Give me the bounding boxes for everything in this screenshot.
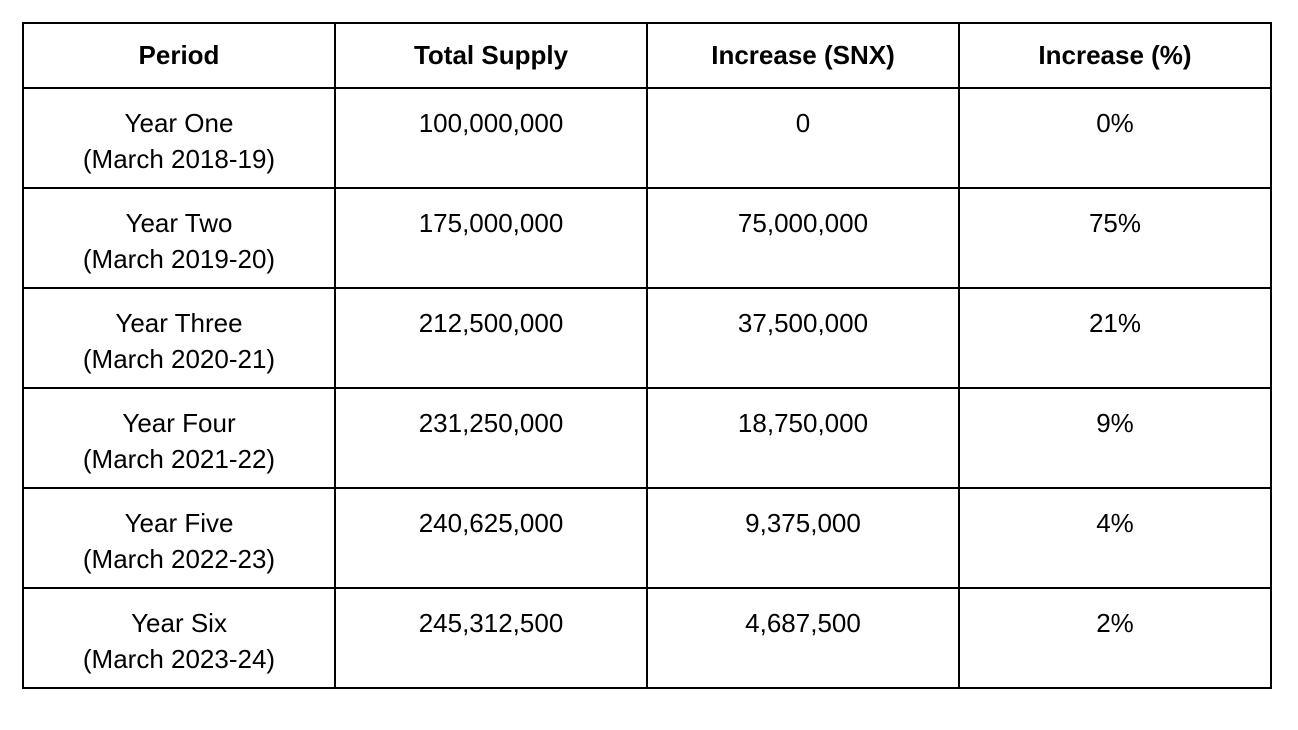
increase-snx-cell: 0 [647, 88, 959, 188]
period-cell [23, 388, 335, 488]
total-supply-cell: 100,000,000 [335, 88, 647, 188]
period-range: (March 2022-23) [82, 544, 276, 574]
table-header [23, 23, 1271, 88]
table-row [23, 488, 1271, 588]
period-cell [23, 288, 335, 388]
period-cell [23, 188, 335, 288]
header-increase-pct: Increase (%) [959, 23, 1271, 88]
period-range: (March 2018-19) [82, 144, 276, 174]
increase-pct-cell: 0% [959, 88, 1271, 188]
total-supply-cell: 240,625,000 [335, 488, 647, 588]
header-increase-snx: Increase (SNX) [647, 23, 959, 88]
total-supply-cell: 175,000,000 [335, 188, 647, 288]
increase-pct-cell: 75% [959, 188, 1271, 288]
increase-pct-cell: 9% [959, 388, 1271, 488]
increase-snx-cell: 75,000,000 [647, 188, 959, 288]
period-name: Year Three [115, 308, 243, 338]
increase-snx-cell: 37,500,000 [647, 288, 959, 388]
period-name: Year One [124, 108, 234, 138]
increase-snx-cell: 18,750,000 [647, 388, 959, 488]
period-cell [23, 88, 335, 188]
period-name: Year Four [122, 408, 236, 438]
total-supply-cell: 212,500,000 [335, 288, 647, 388]
period-range: (March 2019-20) [82, 244, 276, 274]
period-name: Year Six [131, 608, 227, 638]
header-row [23, 23, 1271, 88]
period-range: (March 2020-21) [82, 344, 276, 374]
snx-supply-table [22, 22, 1272, 689]
increase-pct-cell: 21% [959, 288, 1271, 388]
increase-snx-cell: 9,375,000 [647, 488, 959, 588]
increase-pct-cell: 2% [959, 588, 1271, 688]
total-supply-cell: 245,312,500 [335, 588, 647, 688]
header-period: Period [23, 23, 335, 88]
period-range: (March 2023-24) [82, 644, 276, 674]
increase-snx-cell: 4,687,500 [647, 588, 959, 688]
table-row [23, 88, 1271, 188]
period-cell [23, 588, 335, 688]
header-total-supply: Total Supply [335, 23, 647, 88]
period-cell [23, 488, 335, 588]
table-row [23, 188, 1271, 288]
increase-pct-cell: 4% [959, 488, 1271, 588]
period-name: Year Two [125, 208, 233, 238]
table-body [23, 88, 1271, 688]
total-supply-cell: 231,250,000 [335, 388, 647, 488]
table-row [23, 288, 1271, 388]
table-row [23, 588, 1271, 688]
period-name: Year Five [124, 508, 234, 538]
period-range: (March 2021-22) [82, 444, 276, 474]
table-row [23, 388, 1271, 488]
